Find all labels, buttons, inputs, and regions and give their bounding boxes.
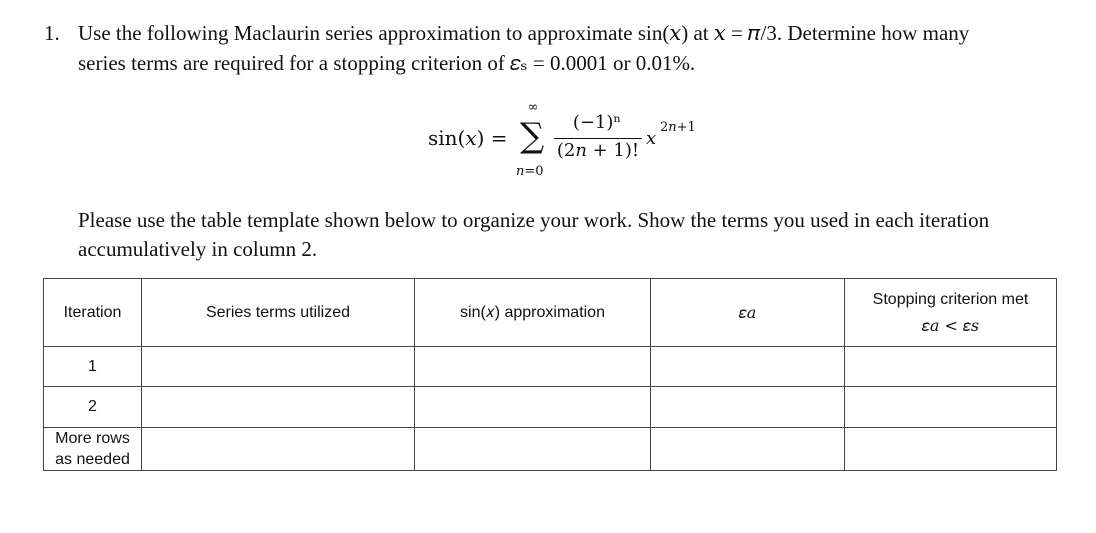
table-header-row <box>44 279 1057 347</box>
terms-cell[interactable] <box>142 428 415 471</box>
work-table <box>43 278 1057 471</box>
sum-lower-limit: 𝑛=0 <box>516 164 544 179</box>
formula-lhs: sin(𝑥) = <box>428 126 508 150</box>
header-iteration: Iteration <box>44 279 142 347</box>
error-cell[interactable] <box>651 387 845 428</box>
stopping-cell[interactable] <box>845 428 1057 471</box>
approximation-cell[interactable] <box>415 347 651 387</box>
terms-cell[interactable] <box>142 387 415 428</box>
header-series-terms: Series terms utilized <box>142 279 415 347</box>
header-stopping-label: Stopping criterion met <box>872 290 1029 308</box>
fraction-numerator: (−1)ⁿ <box>572 112 622 133</box>
power-base: 𝑥 <box>646 128 657 149</box>
table-row <box>44 428 1057 471</box>
sum-upper-limit: ∞ <box>527 100 539 115</box>
header-approximation: sin(𝑥) approximation <box>415 279 651 347</box>
header-stopping-criterion <box>845 279 1057 347</box>
problem-text <box>78 18 1068 78</box>
iteration-cell: 1 <box>44 347 142 387</box>
table-row <box>44 387 1057 428</box>
maclaurin-formula <box>428 100 728 182</box>
approximation-cell[interactable] <box>415 387 651 428</box>
fraction-denominator: (2𝑛 + 1)! <box>556 140 640 161</box>
terms-cell[interactable] <box>142 347 415 387</box>
problem-number: 1. <box>44 21 60 45</box>
power-exponent: 2𝑛+1 <box>660 120 696 135</box>
approximation-cell[interactable] <box>415 428 651 471</box>
fraction-bar <box>554 138 642 139</box>
stopping-cell[interactable] <box>845 347 1057 387</box>
problem-text-line-1: Use the following Maclaurin series approximation to approximate sin(𝑥) at 𝑥 = 𝜋/3. Determine how many <box>78 21 970 45</box>
error-cell[interactable] <box>651 428 845 471</box>
more-rows-line-2: as needed <box>55 451 130 468</box>
sigma-symbol: ∑ <box>520 116 545 156</box>
iteration-cell: 2 <box>44 387 142 428</box>
table-row <box>44 347 1057 387</box>
iteration-cell <box>44 428 142 471</box>
stopping-cell[interactable] <box>845 387 1057 428</box>
instructions <box>78 206 1078 264</box>
header-approx-error: 𝜀𝑎 <box>651 279 845 347</box>
error-cell[interactable] <box>651 347 845 387</box>
header-stopping-condition: 𝜀𝑎 < 𝜀𝑠 <box>921 315 980 335</box>
problem-text-line-2: series terms are required for a stopping criterion of 𝜀ₛ = 0.0001 or 0.01%. <box>78 51 696 75</box>
instructions-line-2: accumulatively in column 2. <box>78 237 318 261</box>
instructions-line-1: Please use the table template shown below to organize your work. Show the terms you used in each iteration <box>78 208 990 232</box>
more-rows-line-1: More rows <box>55 430 130 447</box>
